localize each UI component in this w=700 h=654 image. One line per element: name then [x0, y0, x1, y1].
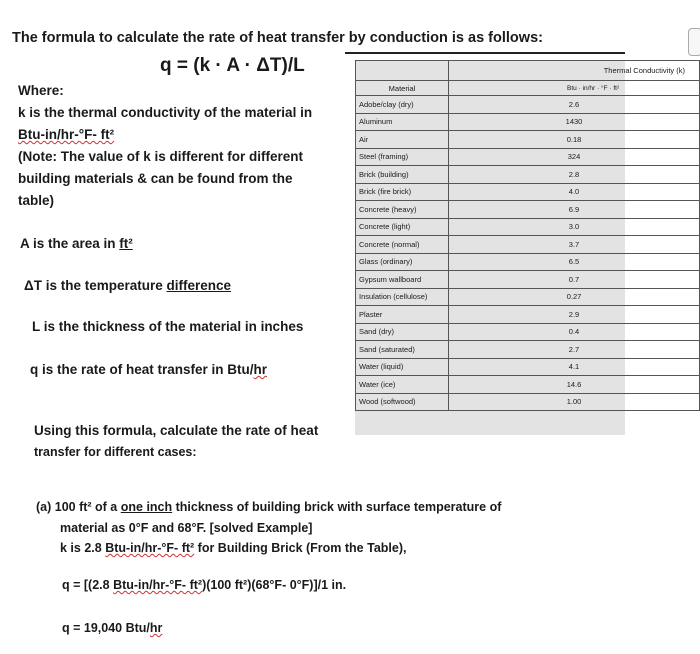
- calc-pre: q = [(2.8: [62, 578, 114, 592]
- material-cell: Sand (dry): [356, 323, 449, 341]
- material-cell: Brick (fire brick): [356, 183, 449, 201]
- header-material: Material: [356, 81, 449, 96]
- note-line-1: (Note: The value of k is different for different: [18, 149, 304, 164]
- k-definition: k is the thermal conductivity of the material in: [18, 105, 313, 120]
- material-cell: Concrete (light): [356, 218, 449, 236]
- material-cell: Insulation (cellulose): [356, 288, 449, 306]
- example-calculation: [62, 578, 346, 592]
- header-k: Thermal Conductivity (k): [449, 61, 700, 81]
- material-cell: Aluminum: [356, 113, 449, 131]
- instruction-line-1: Using this formula, calculate the rate of heat: [34, 423, 319, 438]
- k-value-cell: 3.0: [449, 218, 700, 236]
- material-cell: Plaster: [356, 306, 449, 324]
- k-value-cell: 6.5: [449, 253, 700, 271]
- material-cell: Sand (saturated): [356, 341, 449, 359]
- k-value-cell: 3.7: [449, 236, 700, 254]
- table-row: [356, 236, 700, 254]
- example-k-unit: Btu-in/hr-°F- ft²: [105, 541, 195, 555]
- k-unit-text: Btu-in/hr-°F- ft²: [18, 127, 115, 142]
- calc-unit: Btu-in/hr-°F- ft²: [113, 578, 203, 592]
- material-cell: Adobe/clay (dry): [356, 96, 449, 114]
- a-unit: ft²: [119, 236, 133, 251]
- formula: q = (k · A · ΔT)/L: [160, 55, 305, 76]
- table-row: [356, 376, 700, 394]
- table-row: [356, 253, 700, 271]
- table-row: [356, 393, 700, 411]
- example-a-pre: (a) 100 ft² of a: [36, 500, 121, 514]
- q-hr: hr: [253, 362, 268, 377]
- material-cell: Water (liquid): [356, 358, 449, 376]
- example-a-underlined: one inch: [120, 500, 173, 514]
- a-definition-text: A is the area in: [20, 236, 120, 251]
- table-row: [356, 341, 700, 359]
- material-cell: Air: [356, 131, 449, 149]
- calc-post: )(100 ft²)(68°F- 0°F)]/1 in.: [202, 578, 347, 592]
- a-definition: [20, 233, 133, 255]
- k-value-cell: 4.1: [449, 358, 700, 376]
- note-line-3: table): [18, 193, 55, 208]
- result-pre: q = 19,040 Btu/: [62, 621, 150, 635]
- scroll-handle[interactable]: [688, 28, 700, 56]
- k-value-cell: 2.6: [449, 96, 700, 114]
- example-result: [62, 621, 162, 635]
- example-a-post: thickness of building brick with surface temperature of: [172, 500, 502, 514]
- example-k-pre: k is 2.8: [60, 541, 106, 555]
- table-row: [356, 323, 700, 341]
- header-unit: Btu · in/hr · °F · ft²: [449, 81, 700, 96]
- example-a-line-3: [60, 541, 406, 555]
- material-cell: Steel (framing): [356, 148, 449, 166]
- material-cell: Water (ice): [356, 376, 449, 394]
- table-row: [356, 96, 700, 114]
- table-row: [356, 306, 700, 324]
- example-a-line-2: material as 0°F and 68°F. [solved Example]: [60, 521, 313, 535]
- material-cell: Glass (ordinary): [356, 253, 449, 271]
- table-row: [356, 218, 700, 236]
- title-rule: [345, 52, 625, 54]
- dt-definition-text: ΔT is the temperature: [24, 278, 167, 293]
- conductivity-table: [355, 60, 700, 411]
- k-value-cell: 0.18: [449, 131, 700, 149]
- k-value-cell: 1.00: [449, 393, 700, 411]
- material-cell: Concrete (normal): [356, 236, 449, 254]
- k-value-cell: 2.7: [449, 341, 700, 359]
- k-value-cell: 2.8: [449, 166, 700, 184]
- example-a-line-1: [36, 500, 501, 514]
- k-value-cell: 2.9: [449, 306, 700, 324]
- table-corner: [356, 61, 449, 81]
- material-cell: Wood (softwood): [356, 393, 449, 411]
- table-row: [356, 358, 700, 376]
- dt-word: difference: [166, 278, 232, 293]
- q-definition-text: q is the rate of heat transfer in Btu/: [30, 362, 254, 377]
- where-label: Where:: [18, 83, 64, 98]
- l-definition: L is the thickness of the material in inches: [32, 319, 304, 334]
- material-cell: Gypsum wallboard: [356, 271, 449, 289]
- dt-definition: [24, 275, 231, 297]
- table-row: [356, 131, 700, 149]
- k-value-cell: 6.9: [449, 201, 700, 219]
- q-definition: [30, 359, 267, 381]
- example-k-post: for Building Brick (From the Table),: [194, 541, 407, 555]
- material-cell: Concrete (heavy): [356, 201, 449, 219]
- material-cell: Brick (building): [356, 166, 449, 184]
- k-value-cell: 14.6: [449, 376, 700, 394]
- k-value-cell: 324: [449, 148, 700, 166]
- note-line-2: building materials & can be found from the: [18, 171, 293, 186]
- table-row: [356, 113, 700, 131]
- table-row: [356, 183, 700, 201]
- table-row: [356, 166, 700, 184]
- table-row: [356, 201, 700, 219]
- k-value-cell: 4.0: [449, 183, 700, 201]
- k-value-cell: 0.27: [449, 288, 700, 306]
- k-value-cell: 0.4: [449, 323, 700, 341]
- table-row: [356, 288, 700, 306]
- result-hr: hr: [149, 621, 163, 635]
- k-unit: [18, 124, 114, 146]
- instruction-line-2: transfer for different cases:: [34, 445, 197, 459]
- k-value-cell: 1430: [449, 113, 700, 131]
- k-value-cell: 0.7: [449, 271, 700, 289]
- table-row: [356, 271, 700, 289]
- table-body: [356, 96, 700, 411]
- table-row: [356, 148, 700, 166]
- page-title: The formula to calculate the rate of heat transfer by conduction is as follows:: [12, 30, 543, 46]
